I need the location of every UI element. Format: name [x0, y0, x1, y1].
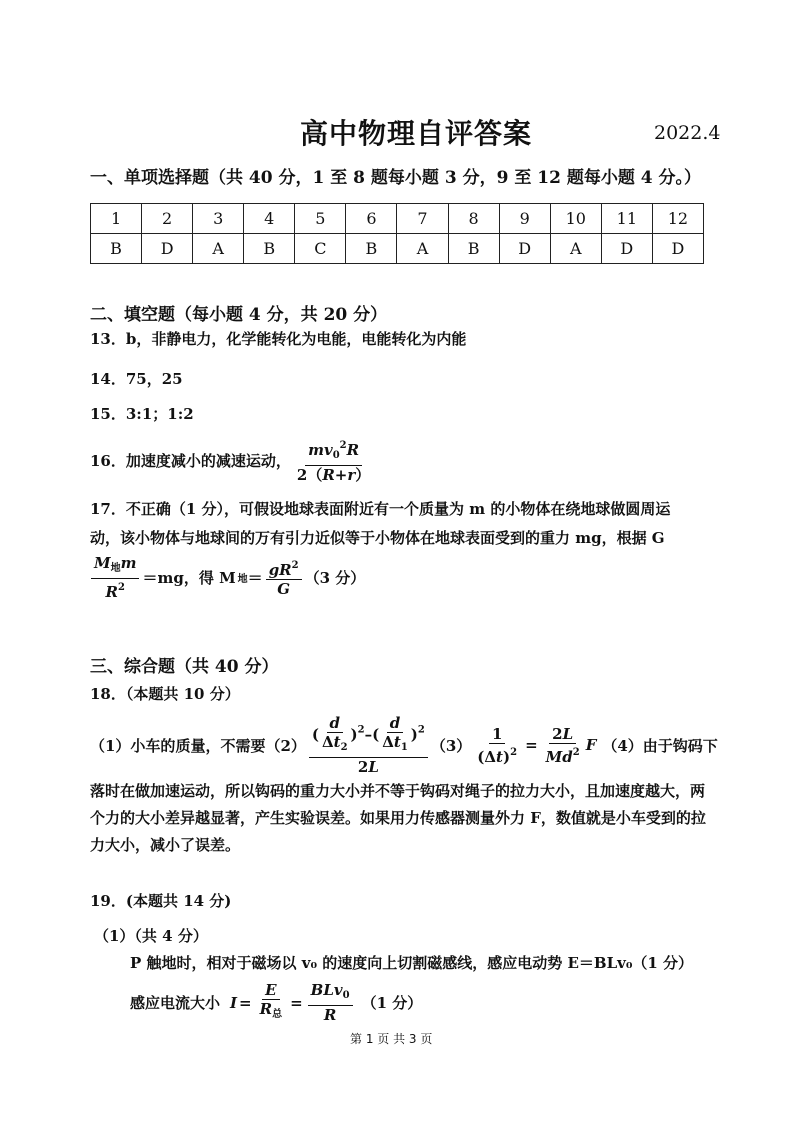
answer-number-row [91, 204, 704, 234]
q18-explanation: 落时在做加速运动，所以钩码的重力大小并不等于钩码对绳子的拉力大小，且加速度越大，两个力的大小差异越显著，产生实验误差。如果用力传感器测量外力 F，数值就是小车受到的拉力大小，减小了误差。 [90, 782, 706, 854]
q13-answer: 13．b，非静电力，化学能转化为电能，电能转化为内能 [90, 330, 467, 348]
section1-heading: 一、单项选择题（共 40 分，1 至 8 题每小题 3 分，9 至 12 题每小题 4 分。） [90, 168, 701, 188]
q18-relation-left: $\frac{1}{(\Delta t)^2}$ [477, 724, 518, 766]
q18-relation-right: $\frac{2L}{Md^2}$ [545, 724, 580, 766]
q17-sub: 地 [237, 574, 248, 585]
question-number-cell: 3 [193, 204, 244, 234]
q19-line2-text: 感应电流大小 [130, 994, 221, 1012]
section2-heading: 二、填空题（每小题 4 分，共 20 分） [90, 305, 388, 325]
answer-cell: D [142, 234, 193, 264]
question-number-cell: 11 [601, 204, 652, 234]
q19-line2-tail: （1 分） [361, 994, 423, 1012]
question-number-cell: 7 [397, 204, 448, 234]
question-number-cell: 4 [244, 204, 295, 234]
answer-cell: A [193, 234, 244, 264]
q17-line2: 动，该小物体与地球间的万有引力近似等于小物体在地球表面受到的重力 mg，根据 G [90, 529, 665, 547]
q16-formula: $\frac{mv_0^2R}{2(R+r)}$ [296, 440, 371, 484]
question-number-cell: 12 [652, 204, 703, 234]
answer-letter-row [91, 234, 704, 264]
answer-cell: A [397, 234, 448, 264]
q18-heading: 18．（本题共 10 分） [90, 685, 240, 703]
q19-line2: 感应电流大小 I = $\frac{E}{R_总}$ = $\frac{BLv_0}{R}$ （1 分） [130, 981, 423, 1024]
q17-mid: ＝mg，得 M [142, 569, 236, 587]
exam-date: 2022.4 [654, 122, 721, 144]
q17-tail: （3 分） [304, 569, 366, 587]
q19-current-formula-1: $\frac{E}{R_总}$ [259, 981, 283, 1020]
q19-part1-heading: （1）（共 4 分） [94, 927, 208, 945]
q17-line1: 17．不正确（1 分），可假设地球表面附近有一个质量为 m 的小物体在绕地球做圆周运 [90, 500, 671, 518]
q16-text: 16．加速度减小的减速运动， [90, 452, 291, 470]
q18-part4: （4）由于钩码下 [602, 736, 718, 755]
q18-acceleration-formula: ( $\frac{d}{\Delta t_2}$ )$^2$–( $\frac{d}{\Delta t_1}$ )$^2$ 2L [309, 715, 428, 775]
answer-table [90, 203, 704, 264]
q18-formulas-line: （1）小车的质量，不需要（2） ( $\frac{d}{\Delta t_2}$ )$^2$–( $\frac{d}{\Delta t_1}$ )$^2$ 2L （3） $\frac{1}{(\Delta t)^2}$ = $\frac{2L}{Md^2}$ F （4）由于钩码下 [90, 714, 718, 776]
question-number-cell: 6 [346, 204, 397, 234]
answer-cell: B [346, 234, 397, 264]
answer-cell: C [295, 234, 346, 264]
page-title: 高中物理自评答案 [300, 117, 533, 150]
answer-cell: D [652, 234, 703, 264]
q19-line1: P 触地时，相对于磁场以 v₀ 的速度向上切割磁感线，感应电动势 E＝BLv₀（1 分） [130, 954, 694, 972]
q19-heading: 19．(本题共 14 分) [90, 892, 232, 910]
q19-current-formula-2: $\frac{BLv_0}{R}$ [308, 982, 353, 1023]
q15-answer: 15．3:1；1:2 [90, 405, 194, 423]
answer-cell: A [550, 234, 601, 264]
answer-cell: B [244, 234, 295, 264]
q16-answer [90, 438, 376, 483]
page-footer: 第 1 页 共 3 页 [350, 1032, 433, 1046]
answer-cell: B [448, 234, 499, 264]
q17-mass-formula: $\frac{gR^2}{G}$ [266, 558, 302, 597]
q17-eq: ＝ [247, 569, 263, 587]
question-number-cell: 5 [295, 204, 346, 234]
answer-cell: B [91, 234, 142, 264]
question-number-cell: 1 [91, 204, 142, 234]
q14-answer: 14．75，25 [90, 370, 183, 388]
q17-line3 [88, 555, 365, 600]
answer-cell: D [499, 234, 550, 264]
q18-part3: （3） [430, 736, 472, 755]
question-number-cell: 10 [550, 204, 601, 234]
section3-heading: 三、综合题（共 40 分） [90, 657, 279, 677]
q18-part1: （1）小车的质量，不需要（2） [90, 736, 306, 755]
question-number-cell: 9 [499, 204, 550, 234]
q17-gravity-formula: $\frac{M_地m}{R^2}$ [91, 555, 139, 600]
question-number-cell: 2 [142, 204, 193, 234]
question-number-cell: 8 [448, 204, 499, 234]
answer-cell: D [601, 234, 652, 264]
